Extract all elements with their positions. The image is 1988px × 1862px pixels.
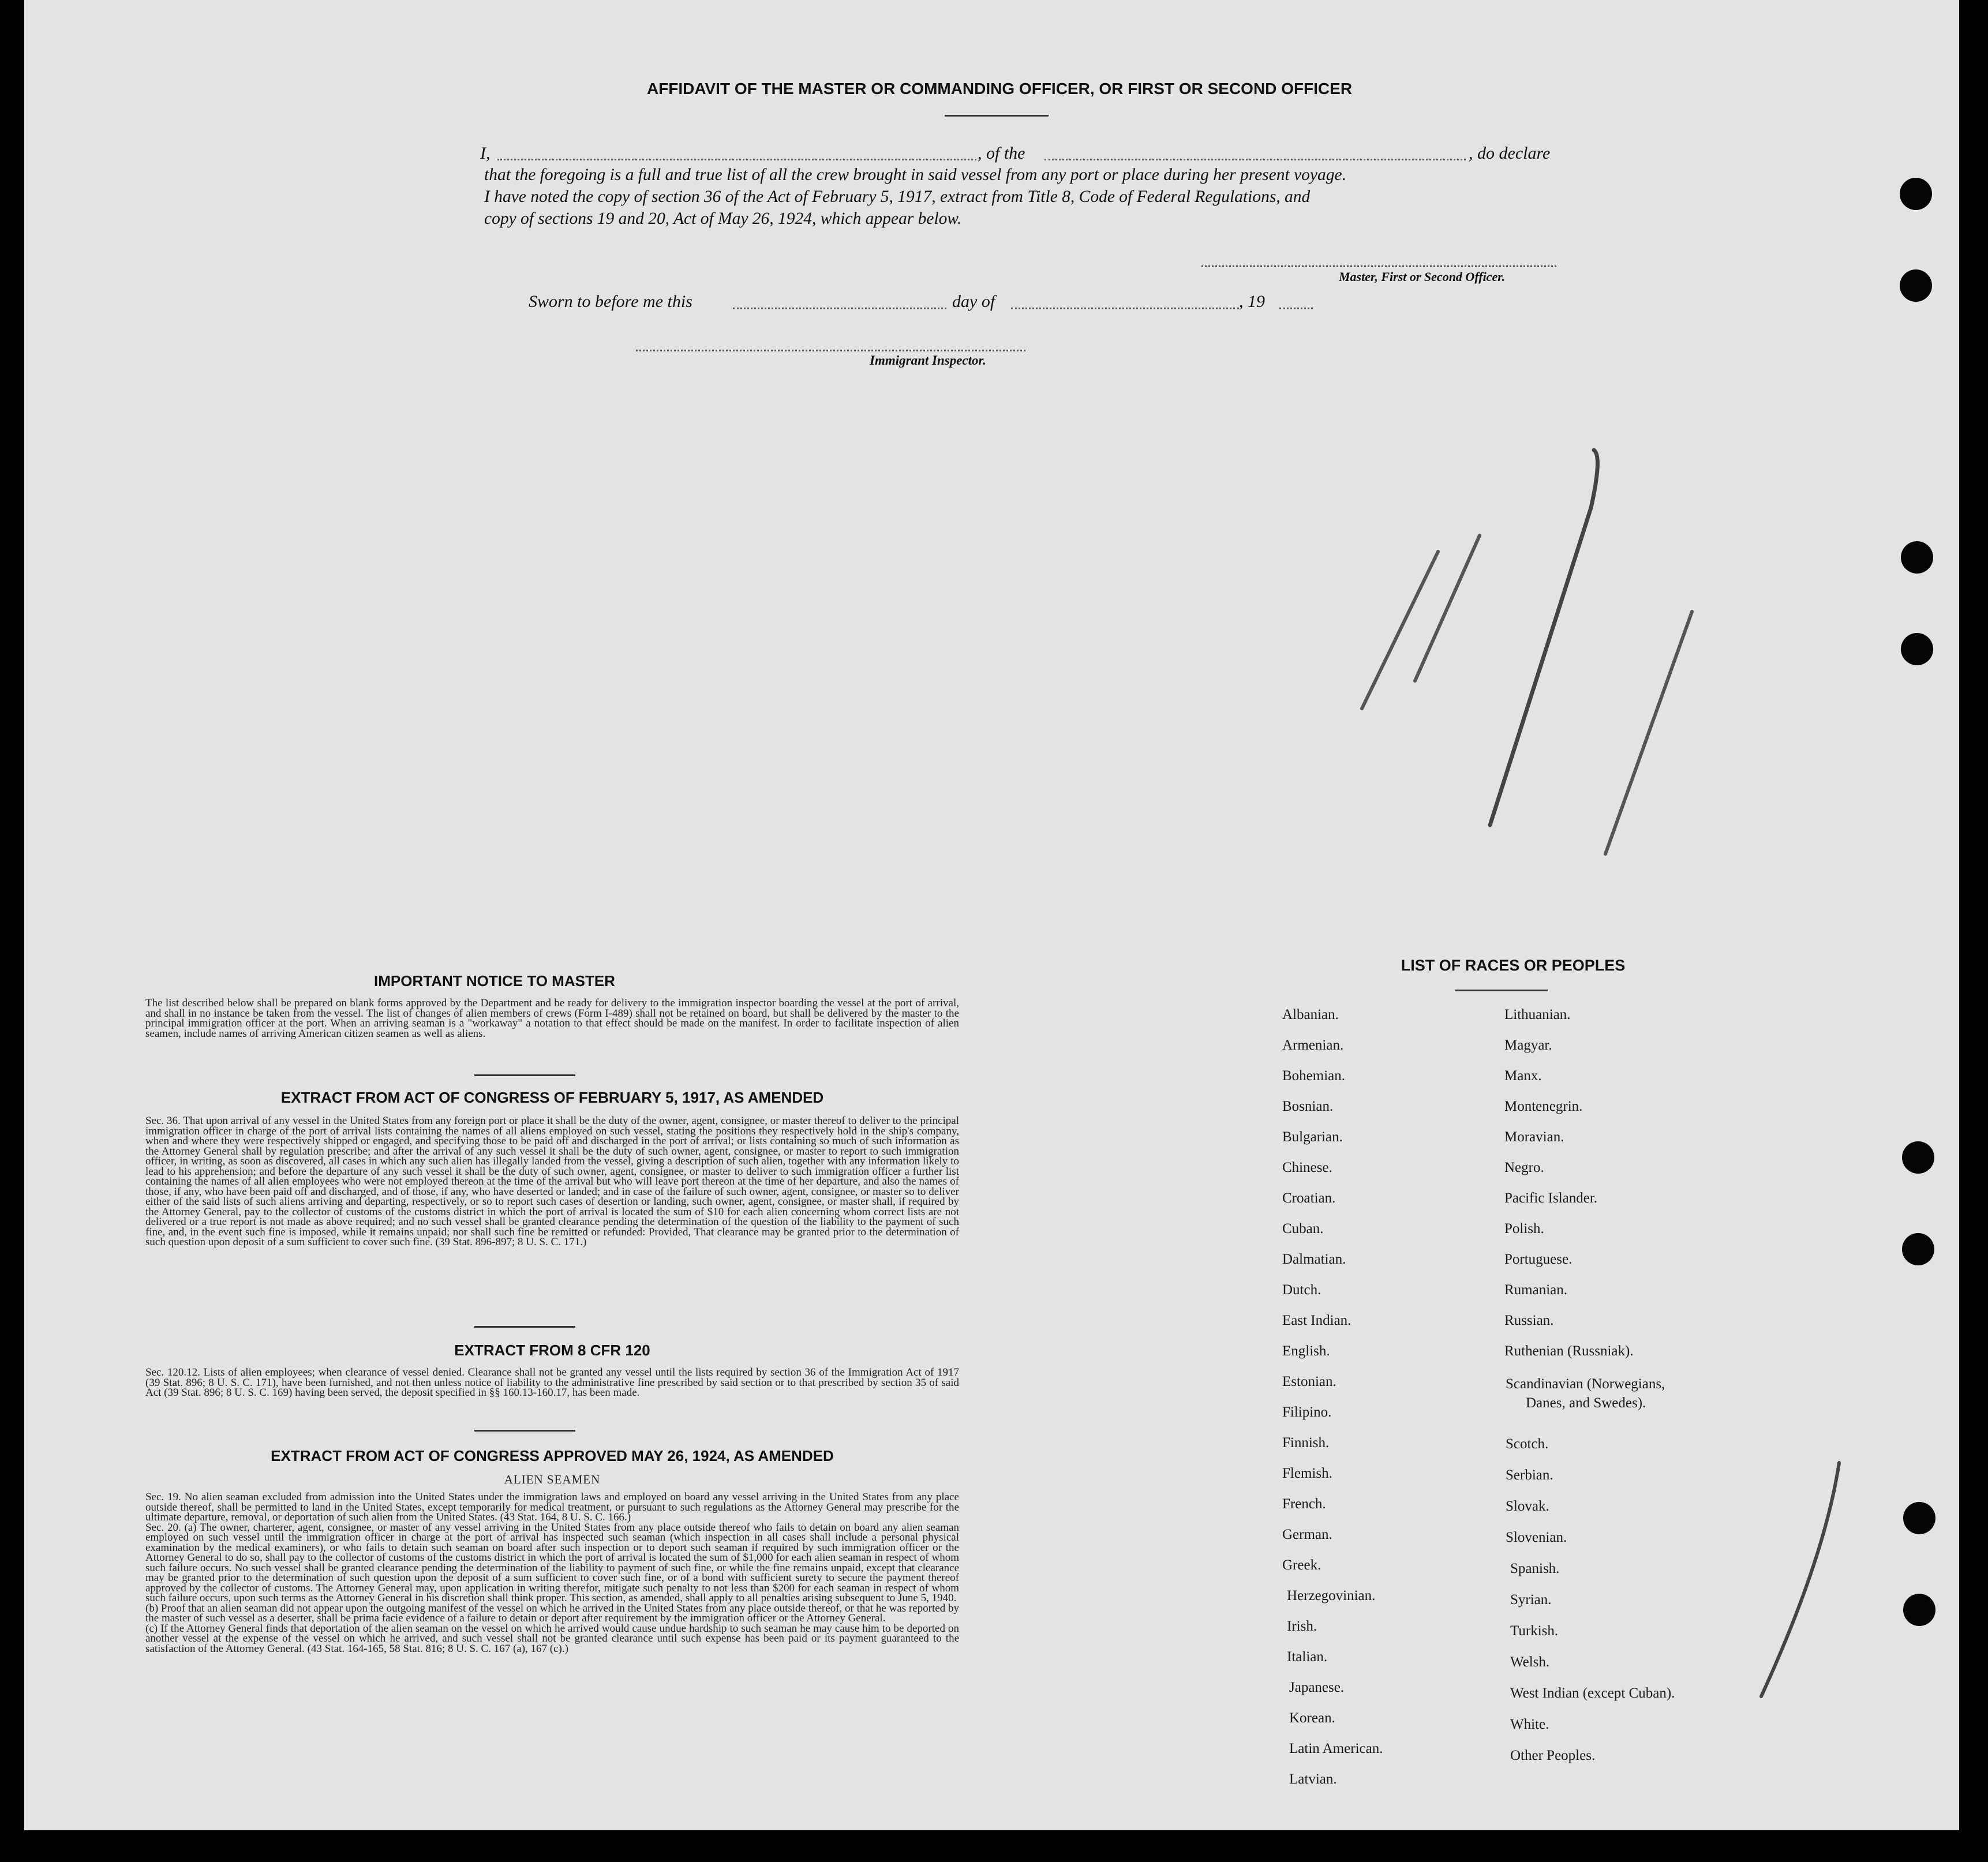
race-item: Finnish. xyxy=(1282,1435,1330,1451)
race-item: Irish. xyxy=(1287,1619,1317,1634)
race-item: Chinese. xyxy=(1282,1160,1332,1175)
do-declare-text: , do declare xyxy=(1469,144,1551,163)
extract-1917-divider xyxy=(474,1326,575,1328)
extract-1924-subtitle: ALIEN SEAMEN xyxy=(504,1473,601,1486)
race-item: Filipino. xyxy=(1282,1404,1332,1420)
race-item: Syrian. xyxy=(1510,1592,1552,1608)
race-item: White. xyxy=(1510,1717,1549,1732)
form-page xyxy=(24,0,1959,1830)
notice-text: The list described below shall be prepared on blank forms approved by the Department and be ready for delivery to the immigration inspector boarding the vessel at the port of arrival, and shall in no instance be taken from the vessel. The list of changes of alien members of crews (Form I-489) shall not be retained on board, but shall be delivered by the master to the principal immigration officer at the port. When an arriving seaman is a "workaway" a notation to that effect should be made on the manifest. In order to facilitate inspection of alien seamen, include names of arriving American citizen seamen as well as aliens. xyxy=(145,998,959,1040)
section-20a-text: Sec. 20. (a) The owner, charterer, agent, consignee, or master of any vessel arriving in the United States from any place outside thereof who fails to detain on board any alien seaman employed on such vessel until the immigration officer in charge at the port of arrival has inspected such seaman (which inspection in all cases shall include a personal physical examination by the medical examiners), or who fails to detain such seaman on board after such inspection or to deport such seaman if required by such immigration officer or the Attorney General to do so, shall pay to the collector of customs of the customs district in which the port of arrival is located the sum of $1,000 for each alien seaman in respect of whom such failure occurs. No such vessel shall be granted clearance pending the determination of the liability to payment of such fine, or while the fine remains unpaid, except that clearance may be granted prior to the determination of such question upon the deposit of a sum sufficient to cover such fine, or of a bond with sufficient surety to secure the payment thereof approved by the collector of customs. The Attorney General may, upon application in writing therefor, mitigate such penalty to not less than $200 for each seaman in respect of whom such failure occurs, upon such terms as the Attorney General in his discretion shall think proper. This section, as amended, shall apply to all penalties arising subsequent to June 5, 1940. xyxy=(145,1521,959,1604)
race-item: Latvian. xyxy=(1289,1771,1337,1787)
race-item: Flemish. xyxy=(1282,1466,1332,1481)
race-item: Japanese. xyxy=(1289,1680,1345,1695)
race-item: Scotch. xyxy=(1506,1436,1549,1452)
race-item: Slovak. xyxy=(1506,1498,1549,1514)
race-item: Ruthenian (Russniak). xyxy=(1504,1343,1634,1359)
races-underline xyxy=(1455,990,1548,991)
of-the-text: , of the xyxy=(978,144,1025,163)
declaration-line-3: I have noted the copy of section 36 of the Act of February 5, 1917, extract from Title 8, Code of Federal Regulations, and xyxy=(484,188,1311,206)
race-item: Welsh. xyxy=(1510,1654,1550,1670)
race-item: Croatian. xyxy=(1282,1190,1336,1206)
race-item: Moravian. xyxy=(1504,1129,1564,1145)
section-20b-text: (b) Proof that an alien seaman did not appear upon the outgoing manifest of the vessel on which he arrived in the United States from any place outside thereof, or that he was reported by the master of such vessel as a deserter, shall be prima facie evidence of a failure to detain or deport after requirement by the immigration officer or the Attorney General. xyxy=(145,1602,959,1624)
race-item: East Indian. xyxy=(1282,1313,1351,1328)
extract-1917-title: EXTRACT FROM ACT OF CONGRESS OF FEBRUARY 5, 1917, AS AMENDED xyxy=(280,1089,824,1106)
race-item: Italian. xyxy=(1287,1649,1328,1665)
affidavit-title: AFFIDAVIT OF THE MASTER OR COMMANDING OFFICER, OR FIRST OR SECOND OFFICER xyxy=(646,80,1353,98)
race-item: Spanish. xyxy=(1510,1561,1560,1576)
race-item: Lithuanian. xyxy=(1504,1007,1571,1022)
race-item: Bohemian. xyxy=(1282,1068,1346,1084)
day-of-text: day of xyxy=(952,292,995,311)
race-item: Portuguese. xyxy=(1504,1252,1573,1267)
race-item: Korean. xyxy=(1289,1710,1335,1726)
sworn-year-text: , 19 xyxy=(1239,292,1265,311)
inspector-label: Immigrant Inspector. xyxy=(870,353,986,368)
declaration-line-4: copy of sections 19 and 20, Act of May 26, 1924, which appear below. xyxy=(484,209,962,228)
race-item: Dutch. xyxy=(1282,1282,1321,1298)
race-item: English. xyxy=(1282,1343,1330,1359)
extract-cfr-title: EXTRACT FROM 8 CFR 120 xyxy=(454,1342,650,1359)
race-item: Albanian. xyxy=(1282,1007,1339,1022)
race-item: Manx. xyxy=(1504,1068,1542,1084)
race-item: Cuban. xyxy=(1282,1221,1324,1237)
race-item: Other Peoples. xyxy=(1510,1748,1596,1763)
extract-1924-title: EXTRACT FROM ACT OF CONGRESS APPROVED MAY 26, 1924, AS AMENDED xyxy=(271,1447,834,1464)
race-item: Russian. xyxy=(1504,1313,1554,1328)
race-item: Scandinavian (Norwegians, xyxy=(1506,1376,1665,1392)
section-20c-text: (c) If the Attorney General finds that deportation of the alien seaman on the vessel on which he arrived would cause undue hardship to such seaman he may cause him to be deported on another vessel at the expense of the vessel on which he arrived, and such vessel shall not be granted clearance until such expense has been paid or its payment guaranteed to the satisfaction of the Attorney General. (43 Stat. 164-165, 58 Stat. 816; 8 U. S. C. 167 (a), 167 (c).) xyxy=(145,1622,959,1655)
race-item: Bosnian. xyxy=(1282,1099,1334,1114)
declarant-prefix: I, xyxy=(480,144,491,163)
sworn-prefix: Sworn to before me this xyxy=(529,292,692,311)
race-item: Dalmatian. xyxy=(1282,1252,1346,1267)
race-item: Armenian. xyxy=(1282,1037,1344,1053)
race-item: Danes, and Swedes). xyxy=(1526,1395,1646,1411)
races-title: LIST OF RACES OR PEOPLES xyxy=(1401,957,1626,974)
race-item: Herzegovinian. xyxy=(1287,1588,1376,1604)
race-item: Greek. xyxy=(1282,1557,1321,1573)
declaration-line-2: that the foregoing is a full and true list of all the crew brought in said vessel from any port or place during her present voyage. xyxy=(484,166,1346,184)
extract-1917-text: Sec. 36. That upon arrival of any vessel in the United States from any foreign port or place it shall be the duty of the owner, agent, consignee, or master thereof to deliver to the principal immigration officer in charge of the port of arrival lists containing the names of all aliens employed on such vessel, stating the positions they respectively hold in the ship's company, when and where they were respectively shipped or engaged, and specifying those to be paid off and discharged in the port of arrival; or lists containing so much of such information as the Attorney General shall by regulation prescribe; and after the arrival of any such vessel it shall be the duty of such owner, agent, consignee, or master to report to such immigration officer, in writing, as soon as discovered, all cases in which any such alien has illegally landed from the vessel, giving a description of such alien, together with any information likely to lead to his apprehension; and before the departure of any such vessel it shall be the duty of such owner, agent, consignee, or master to deliver to such immigration officer a further list containing the names of all alien employees who were not employed thereon at the time of the arrival but who will leave port thereon at the time of her departure, and also the names of those, if any, who have been paid off and discharged, and of those, if any, who have deserted or landed; and in case of the failure of such owner, agent, consignee, or master so to deliver either of the said lists of such aliens arriving and departing, respectively, or so to report such cases of desertion or landing, such owner, agent, consignee, or master shall, if required by the Attorney General, pay to the collector of customs of the customs district in which the port of arrival is located the sum of $10 for each alien concerning whom correct lists are not delivered or a true report is not made as above required; and no such vessel shall be granted clearance pending the determination of the question of the liability to the payment of such fine, and, in the event such fine is imposed, while it remains unpaid; nor shall such fine be remitted or refunded: Provided, That clearance may be granted prior to the determination of such question upon deposit of a sum sufficient to cover such fine. (39 Stat. 896-897; 8 U. S. C. 171.) xyxy=(145,1116,959,1248)
extract-cfr-divider xyxy=(474,1430,575,1432)
race-item: Turkish. xyxy=(1510,1623,1559,1639)
officer-signature-label: Master, First or Second Officer. xyxy=(1339,269,1506,284)
race-item: German. xyxy=(1282,1527,1332,1542)
notice-divider xyxy=(474,1074,575,1076)
race-item: Pacific Islander. xyxy=(1504,1190,1598,1206)
race-item: Serbian. xyxy=(1506,1467,1553,1483)
notice-title: IMPORTANT NOTICE TO MASTER xyxy=(374,972,615,990)
race-item: Magyar. xyxy=(1504,1037,1552,1053)
race-item: Bulgarian. xyxy=(1282,1129,1343,1145)
race-item: Polish. xyxy=(1504,1221,1544,1237)
race-item: Slovenian. xyxy=(1506,1530,1567,1545)
race-item: Montenegrin. xyxy=(1504,1099,1583,1114)
race-item: Negro. xyxy=(1504,1160,1544,1175)
extract-1924-body xyxy=(145,1492,959,1752)
extract-cfr-text: Sec. 120.12. Lists of alien employees; when clearance of vessel denied. Clearance shall not be granted any vessel until the lists required by section 36 of the Immigration Act of 1917 (39 Stat. 896; 8 U. S. C. 171), have been furnished, and not then unless notice of liability to the administrative fine prescribed by said section or to that prescribed by section 35 of said Act (39 Stat. 896; 8 U. S. C. 169) having been served, the deposit specified in §§ 160.13-160.17, has been made. xyxy=(145,1368,959,1399)
section-19-text: Sec. 19. No alien seaman excluded from admission into the United States under the immigration laws and employed on board any vessel arriving in the United States from any place outside thereof, shall be permitted to land in the United States, except temporarily for medical treatment, or pursuant to such regulations as the Attorney General may prescribe for the ultimate departure, removal, or deportation of such alien from the United States. (43 Stat. 164, 8 U. S. C. 166.) xyxy=(145,1492,959,1523)
race-item: West Indian (except Cuban). xyxy=(1510,1685,1675,1701)
race-item: Latin American. xyxy=(1289,1741,1383,1756)
race-item: Estonian. xyxy=(1282,1374,1336,1389)
race-item: Rumanian. xyxy=(1504,1282,1568,1298)
race-item: French. xyxy=(1282,1496,1326,1512)
